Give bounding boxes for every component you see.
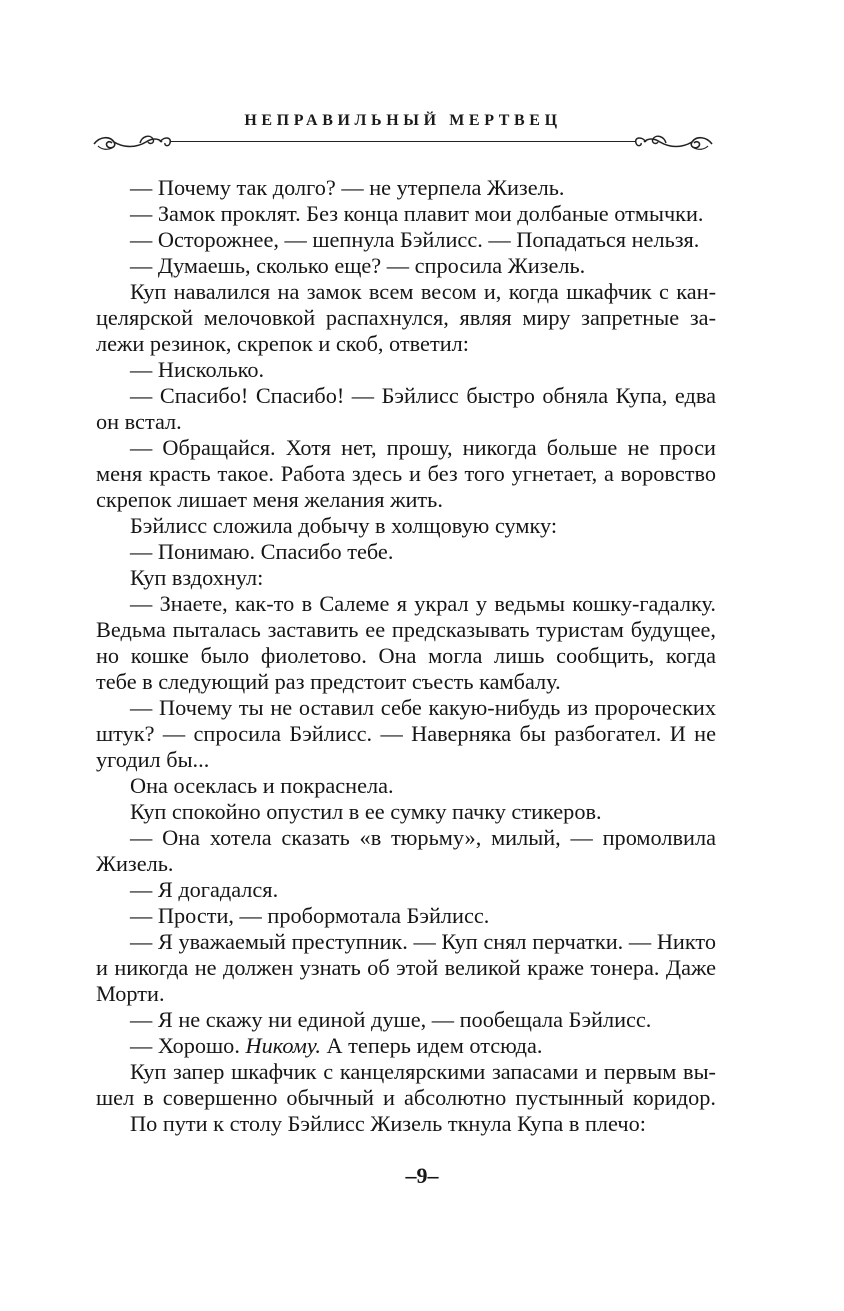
text-line: Жизель. <box>96 851 174 876</box>
text-line: тебе в следующий раз предстоит съесть камбалу. <box>96 669 561 694</box>
text-line: — Спасибо! Спасибо! — Бэйлисс быстро обняла Купа, едва <box>130 383 716 408</box>
text-segment: А теперь идем отсюда. <box>320 1033 543 1058</box>
running-title: НЕПРАВИЛЬНЫЙ МЕРТВЕЦ <box>244 112 562 129</box>
text-line: лежи резинок, скрепок и скоб, ответил: <box>96 331 469 356</box>
text-line: — Знаете, как-то в Салеме я украл у ведьмы кошку-гадалку. <box>130 591 716 616</box>
emphasis: Никому. <box>245 1033 321 1058</box>
text-line: — Замок проклят. Без конца плавит мои долбаные отмычки. <box>130 201 704 226</box>
text-line <box>96 1033 716 1059</box>
text-line: он встал. <box>96 409 182 434</box>
text-line: Куп навалился на замок всем весом и, когда шкафчик с кан- <box>130 279 716 304</box>
text-line: скрепок лишает меня желания жить. <box>96 487 443 512</box>
text-line: По пути к столу Бэйлисс Жизель ткнула Купа в плечо: <box>130 1111 646 1136</box>
text-line: целярской мелочовкой распахнулся, являя миру запретные за- <box>96 305 716 330</box>
text-line: — Осторожнее, — шепнула Бэйлисс. — Попадаться нельзя. <box>130 227 700 252</box>
text-line: Ведьма пыталась заставить ее предсказывать туристам будущее, <box>96 617 716 642</box>
running-header <box>90 108 716 158</box>
text-line: меня красть такое. Работа здесь и без того угнетает, а воровство <box>96 461 716 486</box>
page-number: –9– <box>405 1163 439 1188</box>
text-line: Куп спокойно опустил в ее сумку пачку стикеров. <box>130 799 602 824</box>
header-rule <box>170 141 636 142</box>
text-line: — Я догадался. <box>130 877 279 902</box>
text-line: угодил бы... <box>96 747 210 772</box>
text-line: — Я не скажу ни единой душе, — пообещала Бэйлисс. <box>130 1007 652 1032</box>
text-line: Она осеклась и покраснела. <box>130 773 394 798</box>
text-line: Морти. <box>96 981 165 1006</box>
text-segment: — Хорошо. <box>130 1033 246 1058</box>
text-line: — Нисколько. <box>130 357 265 382</box>
text-line: и никогда не должен узнать об этой великой краже тонера. Даже <box>96 955 716 980</box>
flourish-right-icon <box>630 128 716 154</box>
text-line: — Думаешь, сколько еще? — спросила Жизель. <box>130 253 586 278</box>
text-line: — Почему так долго? — не утерпела Жизель. <box>130 175 565 200</box>
text-line: — Она хотела сказать «в тюрьму», милый, — промолвила <box>130 825 716 850</box>
text-line: Куп вздохнул: <box>130 565 264 590</box>
text-line: шел в совершенно обычный и абсолютно пустынный коридор. <box>96 1085 716 1110</box>
text-line: — Обращайся. Хотя нет, прошу, никогда больше не проси <box>130 435 716 460</box>
text-line: — Почему ты не оставил себе какую-нибудь из пророческих <box>130 695 716 720</box>
text-line: — Понимаю. Спасибо тебе. <box>130 539 394 564</box>
body-text <box>96 175 716 1137</box>
text-line: Бэйлисс сложила добычу в холщовую сумку: <box>130 513 558 538</box>
text-line: — Я уважаемый преступник. — Куп снял перчатки. — Никто <box>130 929 716 954</box>
flourish-left-icon <box>90 128 176 154</box>
text-line: но кошке было фиолетово. Она могла лишь сообщить, когда <box>96 643 716 668</box>
text-line: — Прости, — пробормотала Бэйлисс. <box>130 903 490 928</box>
text-line: штук? — спросила Бэйлисс. — Наверняка бы разбогател. И не <box>96 721 716 746</box>
text-line: Куп запер шкафчик с канцелярскими запасами и первым вы- <box>130 1059 716 1084</box>
